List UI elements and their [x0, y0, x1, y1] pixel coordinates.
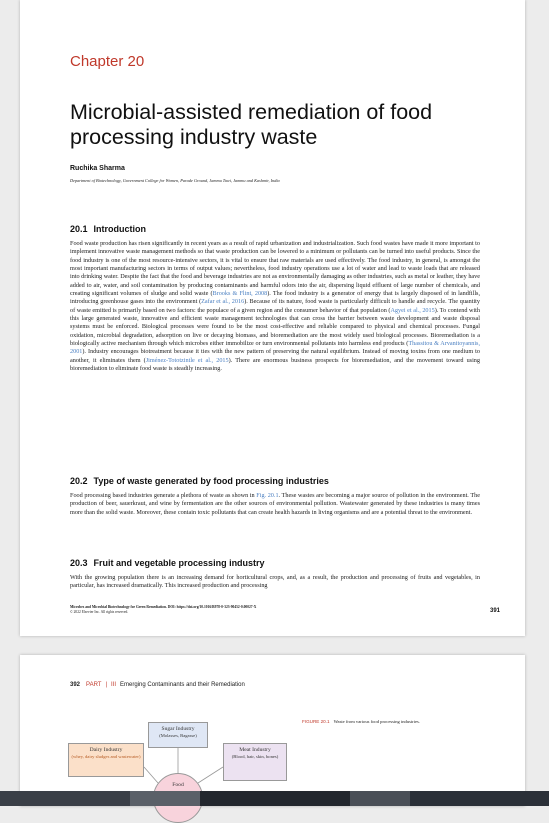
author-affiliation: Department of Biotechnology, Government College for Women, Parade Ground, Jammu Tawi, Jammu and Kashmir, India	[70, 178, 280, 183]
node-title: Food	[172, 782, 184, 788]
taskbar	[0, 791, 549, 806]
section-body	[70, 240, 480, 374]
section-number: 20.2	[70, 476, 88, 486]
chapter-label: Chapter 20	[70, 53, 145, 70]
node-detail: (Molasses, Bagasse)	[159, 732, 197, 738]
taskbar-segment	[200, 791, 350, 806]
connector-meat	[198, 767, 223, 783]
part-number: III	[111, 682, 117, 688]
figure-caption-text: Waste from various food processing industries.	[333, 719, 420, 724]
author-name: Ruchika Sharma	[70, 165, 125, 172]
chapter-title: Microbial-assisted remediation of food processing industry waste	[70, 100, 433, 149]
diagram-node-dairy-industry	[68, 743, 144, 777]
page-number: 391	[489, 608, 500, 614]
page-392	[20, 655, 525, 806]
page-footer	[70, 605, 400, 615]
citation-link[interactable]: Brooks & Flint, 2008	[212, 290, 268, 298]
figure-connectors	[20, 655, 525, 806]
section-waste-types	[70, 476, 480, 517]
section-heading	[70, 476, 480, 486]
node-title: Dairy Industry	[89, 747, 123, 753]
page-number: 392	[70, 682, 81, 688]
node-title: Meat Industry	[239, 747, 271, 753]
section-number: 20.1	[70, 224, 88, 234]
node-title: Sugar Industry	[161, 726, 195, 732]
body-text: Food waste production has risen significantly in recent years as a result of rapid urbanization and industrialization. Such food wastes have made it more important to implement innovative waste management methods so that waste production can be lowered to a minimum or pollutants can be turned into useful products. Since the food industry is one of the most resource-intensive sectors, it is vital to ensure that raw materials are used effectively. The food industry, in general, is amongst the most important manufacturing sectors in terms of output values; nevertheless, food industry operations use a lot of water and lead to waste loads that are released into drinking water. Despite the fact that the food and beverage industries are not as environmentally damaging as other industries, such as metal or leather, they have added to air, water, and soil contamination by producing contaminants and harmful odors into the air, dispersing liquid effluent of large number of chemicals, and creating significant volumes of sludge and solid waste (	[70, 240, 480, 298]
diagram-node-sugar-industry	[148, 722, 208, 748]
section-heading	[70, 224, 480, 234]
body-text: Food processing based industries generate a plethora of waste as shown in	[70, 492, 257, 499]
diagram-node-meat-industry	[223, 743, 287, 781]
body-text: ). Because of its nature, food waste is particularly difficult to handle and recycle. The quantity of waste emitted is primarily based on two factors: the populace of a given region and the consumer behavior of that population (	[70, 298, 481, 314]
taskbar-segment	[130, 791, 200, 806]
header-separator: |	[105, 682, 108, 688]
section-number: 20.3	[70, 558, 88, 568]
body-text: ). There are enormous business prospects for bioremediation, and the movement toward using bioremediation to eliminate food waste is steadily increasing.	[70, 356, 480, 373]
section-introduction	[70, 224, 480, 374]
citation-link[interactable]: Fig. 20.1	[256, 492, 279, 499]
section-title: Fruit and vegetable processing industry	[93, 558, 265, 568]
part-title: Emerging Contaminants and their Remediation	[120, 682, 245, 688]
citation-link[interactable]: Thassitou & Arvanitoyannis, 2001	[70, 340, 481, 356]
footer-book-doi: Microbes and Microbial Biotechnology for Green Remediation. DOI: https://doi.org/10.1016/B978-0-323-90452-0.00027-X	[70, 605, 257, 609]
section-heading	[70, 558, 480, 568]
connector-dairy	[144, 767, 158, 783]
citation-link[interactable]: Agyei et al., 2015	[390, 306, 435, 314]
page-391	[20, 0, 525, 636]
section-body	[70, 492, 480, 517]
body-text: . These wastes are becoming a major source of pollution in the environment. The production of beer, sauerkraut, and wine by fermentation are the other sources of environmental pollution. Wastewater generated by these industries is many times more than the solid waste. Moreover, these contain toxic pollutants that can create health hazards in living organisms and are a potential threat to the environment.	[70, 492, 480, 516]
footer-copyright: © 2022 Elsevier Inc. All rights reserved.	[70, 610, 129, 614]
citation-link[interactable]: Zafar et al., 2016	[201, 298, 245, 306]
body-text: ). The food industry is a generator of energy that is largely disposed of in landfills, introducing greenhouse gases into the environment (	[70, 290, 481, 306]
section-title: Type of waste generated by food processing industries	[93, 476, 329, 486]
node-detail: (whey, dairy sludges and wastewater)	[71, 753, 141, 759]
taskbar-segment	[350, 791, 410, 806]
part-label: PART	[86, 682, 102, 688]
figure-label: FIGURE 20.1	[302, 719, 330, 724]
section-title: Introduction	[93, 224, 147, 234]
node-detail: (Blood, hair, skin, bones)	[231, 753, 279, 759]
section-fruit-vegetable	[70, 558, 480, 591]
citation-link[interactable]: Jiménez-Tototzintle et al., 2015	[145, 356, 229, 364]
body-text: ). Industry encourages biotreatment because it ties with the new pattern of preserving the natural equilibrium. Instead of moving toxins from one medium to another, it eliminates them (	[70, 348, 480, 364]
body-text: ). To contend with this large generated waste, innovative and efficient waste management technologies that can cross the barrier between waste development and waste disposal systems must be enforced. Biological processes were found to be the most cost-effective and reliable compared to physical and chemical processes. Fungal oxidation, microbial degradation, adsorption on live or decaying biomass, and bioremediation are the most widely used biological processes. Bioremediation is a biologically active mechanism through which microbes either immobilize or turn environmental pollutants into harmless end products (	[70, 306, 480, 348]
body-text: With the growing population there is an increasing demand for horticultural crops, and, as a result, the production and processing of fruits and vegetables, in particular, has increased dramatically. This increased production and processing	[70, 574, 480, 590]
taskbar-segment	[0, 791, 130, 806]
section-body	[70, 574, 480, 591]
